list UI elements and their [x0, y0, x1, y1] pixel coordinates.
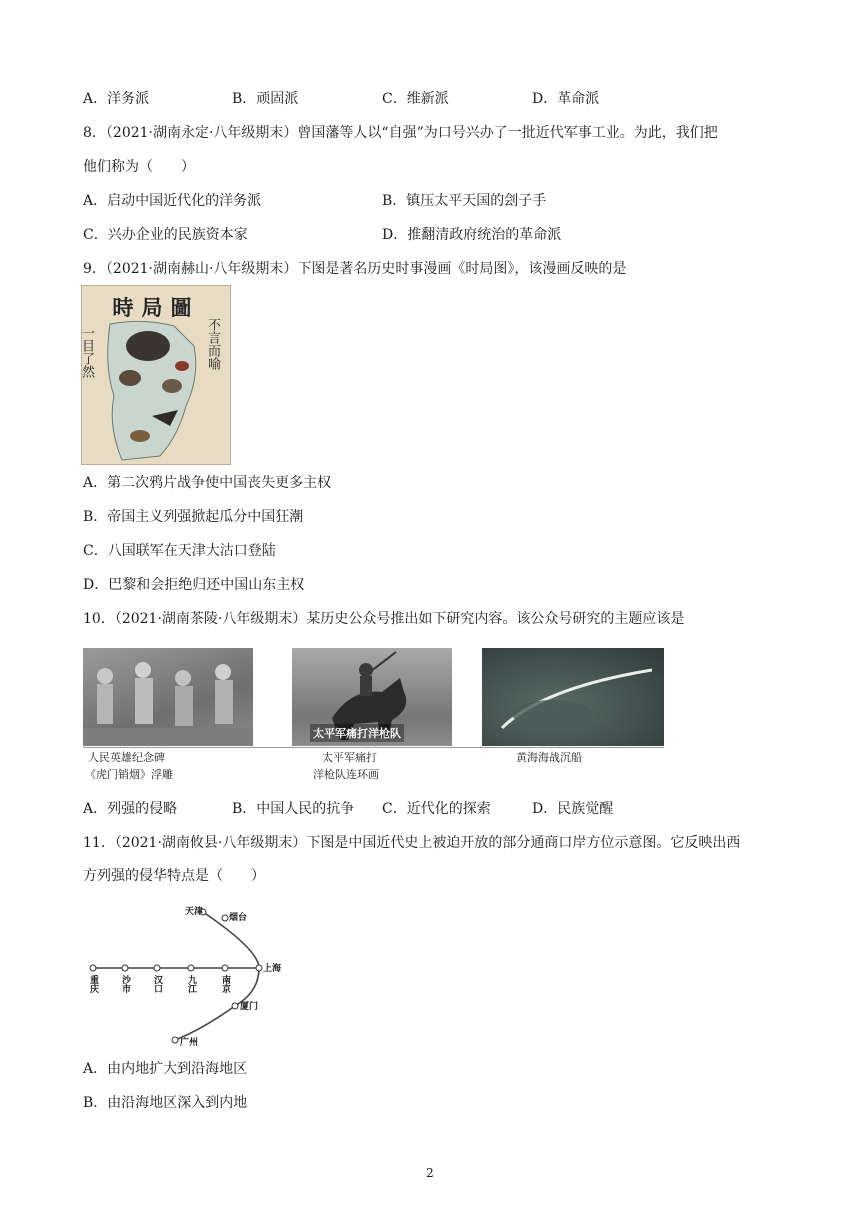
- cartoon-right-text: 不言而喻: [205, 318, 220, 370]
- q8-option-d: D．推翻清政府统治的革命派: [382, 227, 562, 243]
- q9-option-b: B．帝国主义列强掀起瓜分中国狂潮: [83, 509, 304, 525]
- q10-option-a: A．列强的侵略: [83, 801, 178, 817]
- caption-2-line1: 太平军痛打: [322, 751, 377, 764]
- q11-option-a: A．由内地扩大到沿海地区: [83, 1061, 248, 1077]
- caption-2-line2: 洋枪队连环画: [313, 768, 379, 781]
- q8-option-b: B．镇压太平天国的刽子手: [382, 193, 547, 209]
- q11-stem-line2: 方列强的侵华特点是（ ）: [83, 868, 265, 884]
- port-yantai: 烟台: [229, 913, 248, 923]
- q7-option-c: C．维新派: [382, 91, 449, 107]
- relief-photo: [83, 648, 253, 746]
- port-hankou: 汉口: [152, 975, 162, 993]
- port-chongqing: 重庆: [88, 975, 98, 993]
- q8-option-c: C．兴办企业的民族资本家: [83, 227, 248, 243]
- caption-1-line1: 人民英雄纪念碑: [88, 751, 165, 764]
- q8-option-a: A．启动中国近代化的洋务派: [83, 193, 262, 209]
- q8-stem-line2: 他们称为（ ）: [83, 159, 195, 175]
- q9-option-c: C．八国联军在天津大沽口登陆: [83, 543, 276, 559]
- q11-stem-line1: 11．（2021·湖南攸县·八年级期末）下图是中国近代史上被迫开放的部分通商口岸方位示意图。它反映出西: [83, 835, 741, 851]
- q10-option-c: C．近代化的探索: [382, 801, 491, 817]
- cartoon-left-text: 一目了然: [79, 326, 94, 378]
- q11-option-b: B．由沿海地区深入到内地: [83, 1095, 248, 1111]
- q9-option-a: A．第二次鸦片战争使中国丧失更多主权: [83, 475, 332, 491]
- cartoon-title: 時局圖: [112, 295, 200, 320]
- q7-option-a: A．洋务派: [83, 91, 150, 107]
- q10-option-b: B．中国人民的抗争: [232, 801, 355, 817]
- port-tianjin: 天津: [185, 907, 204, 917]
- caption-3-line1: 黄海海战沉船: [516, 751, 582, 764]
- page-number: 2: [426, 1166, 434, 1180]
- q10-option-d: D．民族觉醒: [532, 801, 614, 817]
- port-xiamen: 厦门: [240, 1002, 259, 1012]
- q9-option-d: D．巴黎和会拒绝归还中国山东主权: [83, 577, 305, 593]
- port-shanghai: 上海: [263, 964, 282, 974]
- q9-stem: 9．（2021·湖南赫山·八年级期末）下图是著名历史时事漫画《时局图》，该漫画反映的是: [83, 261, 627, 277]
- q10-stem: 10．（2021·湖南茶陵·八年级期末）某历史公众号推出如下研究内容。该公众号研究的主题应该是: [83, 611, 685, 627]
- q7-option-b: B．顽固派: [232, 91, 299, 107]
- taiping-comic-photo: [292, 648, 452, 746]
- port-guangzhou: 广州: [180, 1038, 199, 1048]
- port-shashi: 沙市: [120, 975, 130, 993]
- shijutu-cartoon: [81, 285, 231, 465]
- shipwreck-photo: [482, 648, 664, 746]
- port-nanjing: 南京: [220, 975, 230, 993]
- q8-stem-line1: 8．（2021·湖南永定·八年级期末）曾国藩等人以“自强”为口号兴办了一批近代军事工业。为此，我们把: [83, 125, 718, 141]
- treaty-ports-diagram: [83, 900, 293, 1050]
- relief-figures: [83, 648, 253, 746]
- caption-1-line2: 《虎门销烟》浮雕: [85, 768, 173, 781]
- port-jiujiang: 九江: [186, 975, 196, 993]
- q10-image-divider: [83, 747, 664, 748]
- cartoon-map-drawing: [79, 286, 230, 464]
- q7-option-d: D．革命派: [532, 91, 600, 107]
- shipwreck-drawing: [482, 648, 664, 746]
- comic-overlay-text: 太平军痛打洋枪队: [310, 724, 404, 742]
